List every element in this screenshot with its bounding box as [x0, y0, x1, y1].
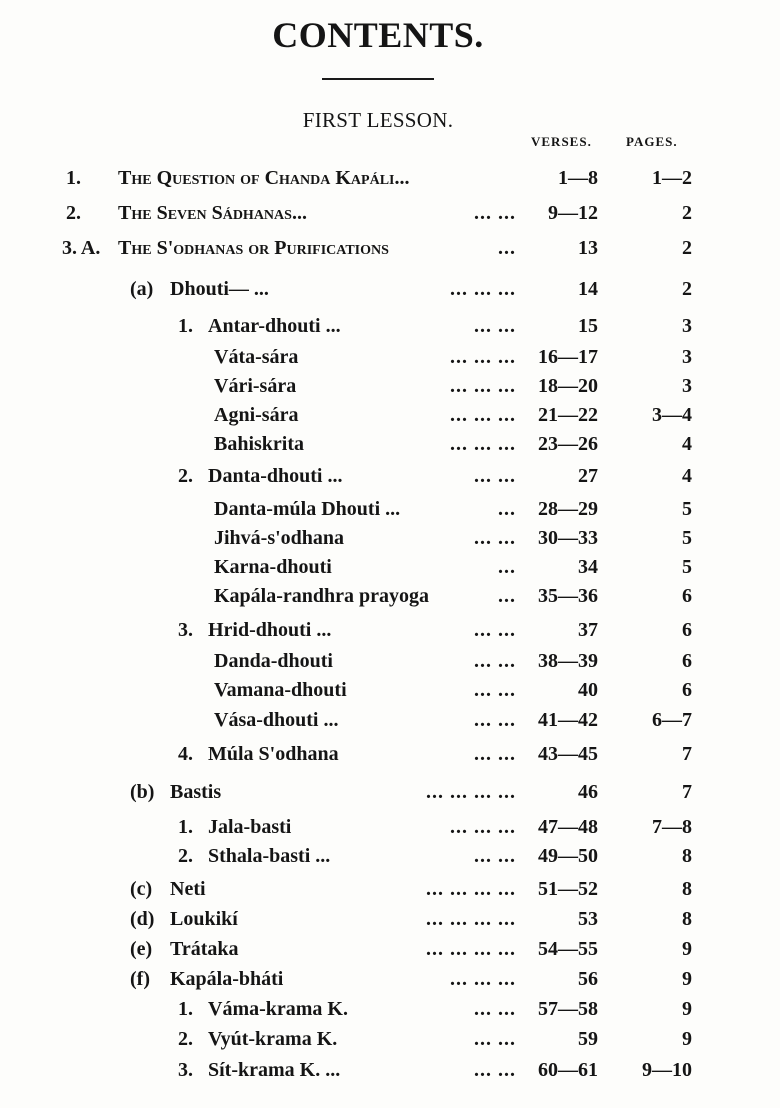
- leader-dots: ...: [498, 556, 516, 578]
- leader-dots: ... ... ... ...: [426, 938, 516, 960]
- entry-verses: 28—29: [538, 498, 598, 520]
- leader-dots: ... ... ...: [450, 375, 516, 397]
- entry-title: Sít-krama K. ...: [208, 1059, 341, 1081]
- entry-verses: 60—61: [538, 1059, 598, 1081]
- entry-title: Váma-krama K.: [208, 998, 348, 1020]
- leader-dots: ... ... ...: [450, 278, 516, 300]
- toc-row: [0, 740, 780, 768]
- entry-number: 2.: [178, 1028, 193, 1050]
- entry-number: 2.: [66, 202, 81, 224]
- entry-number: (c): [130, 878, 153, 900]
- entry-pages: 3: [682, 375, 692, 397]
- toc-row: [0, 372, 780, 400]
- entry-verses: 23—26: [538, 433, 598, 455]
- entry-title: Kapála-randhra prayoga: [214, 585, 430, 607]
- toc-row: [0, 616, 780, 644]
- page-title: CONTENTS.: [272, 15, 484, 55]
- entry-pages: 8: [682, 878, 692, 900]
- entry-title: Váta-sára: [214, 346, 299, 368]
- verses-column-header: VERSES.: [531, 134, 592, 149]
- entry-verses: 56: [578, 968, 598, 990]
- entry-title: The S'odhanas or Purifications: [118, 237, 389, 259]
- leader-dots: ... ...: [474, 465, 516, 487]
- toc-row: [0, 647, 780, 675]
- entry-number: 3.: [178, 619, 193, 641]
- entry-title: The Seven Sádhanas...: [118, 202, 307, 224]
- toc-row: [0, 582, 780, 610]
- entry-title: Neti: [170, 878, 206, 900]
- leader-dots: ... ...: [474, 998, 516, 1020]
- entry-verses: 53: [578, 908, 598, 930]
- entry-title: Bahiskrita: [214, 433, 305, 455]
- entry-pages: 7: [682, 781, 692, 803]
- entry-number: 4.: [178, 743, 193, 765]
- entry-title: Vása-dhouti ...: [214, 709, 339, 731]
- pages-column-header: PAGES.: [626, 134, 678, 149]
- toc-row: [0, 706, 780, 734]
- entry-verses: 38—39: [538, 650, 598, 672]
- leader-dots: ... ...: [474, 679, 516, 701]
- entry-title: Jala-basti: [208, 816, 292, 838]
- entry-verses: 51—52: [538, 878, 598, 900]
- entry-pages: 9: [682, 1028, 692, 1050]
- entry-pages: 6: [682, 619, 692, 641]
- entry-title: Loukikí: [170, 908, 238, 930]
- toc-row: [0, 234, 780, 262]
- toc-row: [0, 462, 780, 490]
- leader-dots: ... ... ...: [450, 404, 516, 426]
- entry-pages: 8: [682, 908, 692, 930]
- entry-pages: 9—10: [642, 1059, 692, 1081]
- entry-title: Jihvá-s'odhana: [214, 527, 345, 549]
- toc-row: [0, 164, 780, 192]
- entry-verses: 46: [578, 781, 598, 803]
- entry-number: 1.: [178, 998, 193, 1020]
- entry-verses: 47—48: [538, 816, 598, 838]
- entry-verses: 14: [578, 278, 598, 300]
- entry-verses: 1—8: [558, 167, 598, 189]
- entry-number: 3. A.: [62, 237, 101, 259]
- toc-row: [0, 495, 780, 523]
- leader-dots: ... ... ... ...: [426, 781, 516, 803]
- entry-title: Bastis: [170, 781, 222, 803]
- entry-verses: 43—45: [538, 743, 598, 765]
- entry-number: (e): [130, 938, 153, 960]
- toc-row: [0, 995, 780, 1023]
- toc-row: [0, 875, 780, 903]
- entry-title: Danta-dhouti ...: [208, 465, 343, 487]
- entry-pages: 9: [682, 968, 692, 990]
- entry-pages: 6: [682, 679, 692, 701]
- toc-row: [0, 1056, 780, 1084]
- entry-pages: 7—8: [652, 816, 692, 838]
- entry-number: 2.: [178, 845, 193, 867]
- toc-row: [0, 275, 780, 303]
- leader-dots: ... ... ... ...: [426, 878, 516, 900]
- toc-row: [0, 842, 780, 870]
- entry-pages: 6: [682, 650, 692, 672]
- leader-dots: ... ...: [474, 315, 516, 337]
- entry-verses: 34: [578, 556, 598, 578]
- leader-dots: ...: [498, 498, 516, 520]
- entry-number: (b): [130, 781, 155, 803]
- entry-number: 3.: [178, 1059, 193, 1081]
- entry-pages: 1—2: [652, 167, 692, 189]
- entry-number: 2.: [178, 465, 193, 487]
- toc-row: [0, 199, 780, 227]
- toc-row: [0, 676, 780, 704]
- entry-pages: 7: [682, 743, 692, 765]
- entry-number: (f): [130, 968, 150, 990]
- entry-pages: 5: [682, 556, 692, 578]
- entry-pages: 6: [682, 585, 692, 607]
- toc-row: [0, 813, 780, 841]
- leader-dots: ... ...: [474, 743, 516, 765]
- entry-verses: 41—42: [538, 709, 598, 731]
- leader-dots: ... ... ... ...: [426, 908, 516, 930]
- entry-pages: 2: [682, 237, 692, 259]
- toc-row: [0, 401, 780, 429]
- leader-dots: ... ...: [474, 527, 516, 549]
- entry-title: Múla S'odhana: [208, 743, 339, 765]
- toc-row: [0, 935, 780, 963]
- entry-title: Antar-dhouti ...: [208, 315, 341, 337]
- toc-row: [0, 430, 780, 458]
- toc-row: [0, 343, 780, 371]
- entry-verses: 13: [578, 237, 598, 259]
- leader-dots: ... ...: [474, 619, 516, 641]
- entry-title: The Question of Chanda Kapáli...: [118, 167, 410, 189]
- leader-dots: ... ... ...: [450, 433, 516, 455]
- entry-pages: 5: [682, 498, 692, 520]
- toc-row: [0, 1025, 780, 1053]
- leader-dots: ... ...: [474, 1059, 516, 1081]
- toc-row: [0, 553, 780, 581]
- entry-title: Kapála-bháti: [170, 968, 284, 990]
- entry-pages: 2: [682, 278, 692, 300]
- entry-pages: 6—7: [652, 709, 692, 731]
- leader-dots: ... ...: [474, 709, 516, 731]
- entry-number: 1.: [178, 816, 193, 838]
- entry-pages: 8: [682, 845, 692, 867]
- entry-title: Vamana-dhouti: [214, 679, 347, 701]
- entry-pages: 4: [682, 465, 692, 487]
- entry-verses: 54—55: [538, 938, 598, 960]
- leader-dots: ... ...: [474, 202, 516, 224]
- entry-verses: 35—36: [538, 585, 598, 607]
- entry-title: Vári-sára: [214, 375, 297, 397]
- entry-verses: 49—50: [538, 845, 598, 867]
- toc-row: [0, 905, 780, 933]
- entry-verses: 37: [578, 619, 598, 641]
- entry-number: (a): [130, 278, 154, 300]
- toc-row: [0, 524, 780, 552]
- entry-pages: 9: [682, 998, 692, 1020]
- entry-pages: 3: [682, 346, 692, 368]
- entry-verses: 59: [578, 1028, 598, 1050]
- entry-title: Karna-dhouti: [214, 556, 332, 578]
- leader-dots: ... ... ...: [450, 816, 516, 838]
- entry-verses: 9—12: [548, 202, 598, 224]
- entry-pages: 3—4: [652, 404, 692, 426]
- entry-title: Danta-múla Dhouti ...: [214, 498, 401, 520]
- entry-verses: 27: [578, 465, 598, 487]
- leader-dots: ...: [498, 585, 516, 607]
- entry-title: Agni-sára: [214, 404, 299, 426]
- toc-row: [0, 312, 780, 340]
- leader-dots: ... ...: [474, 1028, 516, 1050]
- entry-verses: 16—17: [538, 346, 598, 368]
- title-rule: [322, 78, 434, 80]
- entry-pages: 4: [682, 433, 692, 455]
- entry-title: Dhouti— ...: [170, 278, 269, 300]
- leader-dots: ... ...: [474, 845, 516, 867]
- leader-dots: ...: [498, 237, 516, 259]
- entry-pages: 9: [682, 938, 692, 960]
- toc-row: [0, 965, 780, 993]
- entry-pages: 2: [682, 202, 692, 224]
- entry-verses: 15: [578, 315, 598, 337]
- entry-verses: 30—33: [538, 527, 598, 549]
- entry-verses: 18—20: [538, 375, 598, 397]
- entry-verses: 21—22: [538, 404, 598, 426]
- leader-dots: ... ... ...: [450, 346, 516, 368]
- toc-row: [0, 778, 780, 806]
- entry-title: Trátaka: [170, 938, 239, 960]
- leader-dots: ... ...: [474, 650, 516, 672]
- entry-verses: 40: [578, 679, 598, 701]
- entry-verses: 57—58: [538, 998, 598, 1020]
- entry-pages: 5: [682, 527, 692, 549]
- leader-dots: ... ... ...: [450, 968, 516, 990]
- entry-title: Danda-dhouti: [214, 650, 333, 672]
- entry-number: 1.: [178, 315, 193, 337]
- entry-number: 1.: [66, 167, 81, 189]
- entry-title: Vyút-krama K.: [208, 1028, 338, 1050]
- entry-title: Hrid-dhouti ...: [208, 619, 332, 641]
- entry-number: (d): [130, 908, 155, 930]
- lesson-heading: FIRST LESSON.: [302, 108, 454, 132]
- entry-pages: 3: [682, 315, 692, 337]
- entry-title: Sthala-basti ...: [208, 845, 331, 867]
